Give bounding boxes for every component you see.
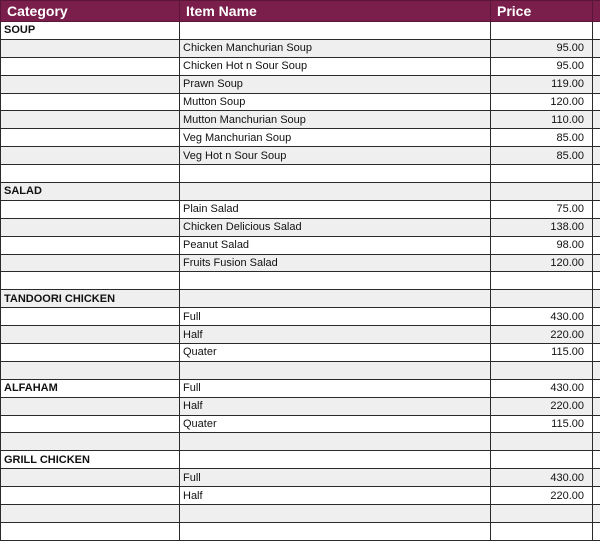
extra-cell (593, 165, 600, 183)
table-row (1, 505, 600, 523)
extra-cell (593, 361, 600, 379)
category-cell (1, 308, 180, 326)
table-row (1, 57, 600, 75)
category-cell (1, 326, 180, 344)
price-cell: 138.00 (491, 218, 593, 236)
item-name-cell: Full (180, 308, 491, 326)
price-cell: 85.00 (491, 147, 593, 165)
item-name-cell: Full (180, 469, 491, 487)
table-row (1, 22, 600, 40)
price-cell (491, 522, 593, 540)
category-header: Category (1, 1, 180, 22)
item-name-cell: Chicken Manchurian Soup (180, 39, 491, 57)
price-cell: 220.00 (491, 397, 593, 415)
price-cell (491, 165, 593, 183)
category-cell (1, 415, 180, 433)
category-cell (1, 487, 180, 505)
table-row (1, 236, 600, 254)
table-row (1, 111, 600, 129)
price-cell: 115.00 (491, 415, 593, 433)
menu-body (1, 22, 600, 541)
extra-cell (593, 505, 600, 523)
price-cell: 110.00 (491, 111, 593, 129)
extra-header (593, 1, 600, 22)
item-name-cell: Veg Hot n Sour Soup (180, 147, 491, 165)
category-cell (1, 129, 180, 147)
category-cell (1, 93, 180, 111)
extra-cell (593, 57, 600, 75)
price-cell (491, 451, 593, 469)
price-cell: 95.00 (491, 57, 593, 75)
category-cell (1, 111, 180, 129)
extra-cell (593, 147, 600, 165)
extra-cell (593, 22, 600, 40)
price-cell (491, 272, 593, 290)
item-name-cell (180, 165, 491, 183)
item-name-cell (180, 451, 491, 469)
price-cell: 430.00 (491, 469, 593, 487)
extra-cell (593, 522, 600, 540)
table-row (1, 200, 600, 218)
table-row (1, 326, 600, 344)
category-cell (1, 522, 180, 540)
category-cell: GRILL CHICKEN (1, 451, 180, 469)
item-name-cell: Half (180, 326, 491, 344)
price-cell: 430.00 (491, 379, 593, 397)
price-cell: 119.00 (491, 75, 593, 93)
extra-cell (593, 236, 600, 254)
extra-cell (593, 415, 600, 433)
category-cell (1, 344, 180, 362)
table-row (1, 75, 600, 93)
price-cell: 220.00 (491, 326, 593, 344)
price-cell (491, 22, 593, 40)
category-cell (1, 39, 180, 57)
extra-cell (593, 93, 600, 111)
header-row (1, 1, 600, 22)
item-name-cell (180, 522, 491, 540)
category-cell: SALAD (1, 183, 180, 201)
price-cell: 98.00 (491, 236, 593, 254)
price-cell (491, 505, 593, 523)
table-row (1, 469, 600, 487)
price-cell (491, 433, 593, 451)
category-cell (1, 469, 180, 487)
table-row (1, 415, 600, 433)
category-cell (1, 254, 180, 272)
table-row (1, 129, 600, 147)
price-cell: 75.00 (491, 200, 593, 218)
table-row (1, 218, 600, 236)
extra-cell (593, 487, 600, 505)
price-cell (491, 183, 593, 201)
item-name-cell: Fruits Fusion Salad (180, 254, 491, 272)
price-cell: 120.00 (491, 93, 593, 111)
item-name-cell (180, 290, 491, 308)
table-row (1, 487, 600, 505)
table-row (1, 39, 600, 57)
price-cell (491, 361, 593, 379)
category-cell (1, 147, 180, 165)
item-name-cell (180, 272, 491, 290)
table-row (1, 272, 600, 290)
item-name-cell: Mutton Manchurian Soup (180, 111, 491, 129)
category-cell (1, 165, 180, 183)
table-row (1, 397, 600, 415)
item-name-cell: Quater (180, 344, 491, 362)
extra-cell (593, 75, 600, 93)
item-name-header: Item Name (180, 1, 491, 22)
price-cell: 430.00 (491, 308, 593, 326)
table-row (1, 290, 600, 308)
price-cell (491, 290, 593, 308)
extra-cell (593, 379, 600, 397)
extra-cell (593, 272, 600, 290)
extra-cell (593, 344, 600, 362)
price-cell: 120.00 (491, 254, 593, 272)
table-row (1, 344, 600, 362)
category-cell (1, 272, 180, 290)
table-row (1, 433, 600, 451)
category-cell (1, 505, 180, 523)
item-name-cell: Peanut Salad (180, 236, 491, 254)
item-name-cell (180, 361, 491, 379)
item-name-cell: Full (180, 379, 491, 397)
table-row (1, 308, 600, 326)
extra-cell (593, 254, 600, 272)
table-row (1, 183, 600, 201)
extra-cell (593, 183, 600, 201)
extra-cell (593, 129, 600, 147)
item-name-cell: Chicken Delicious Salad (180, 218, 491, 236)
extra-cell (593, 469, 600, 487)
extra-cell (593, 326, 600, 344)
table-row (1, 379, 600, 397)
table-row (1, 254, 600, 272)
table-row (1, 451, 600, 469)
extra-cell (593, 308, 600, 326)
table-row (1, 361, 600, 379)
extra-cell (593, 433, 600, 451)
item-name-cell: Quater (180, 415, 491, 433)
item-name-cell: Chicken Hot n Sour Soup (180, 57, 491, 75)
category-cell: TANDOORI CHICKEN (1, 290, 180, 308)
price-cell: 85.00 (491, 129, 593, 147)
table-row (1, 165, 600, 183)
item-name-cell (180, 505, 491, 523)
category-cell (1, 200, 180, 218)
category-cell (1, 361, 180, 379)
extra-cell (593, 397, 600, 415)
table-row (1, 93, 600, 111)
extra-cell (593, 200, 600, 218)
item-name-cell (180, 22, 491, 40)
table-row (1, 147, 600, 165)
category-cell (1, 397, 180, 415)
extra-cell (593, 451, 600, 469)
item-name-cell: Prawn Soup (180, 75, 491, 93)
extra-cell (593, 39, 600, 57)
category-cell (1, 433, 180, 451)
category-cell (1, 236, 180, 254)
item-name-cell: Veg Manchurian Soup (180, 129, 491, 147)
item-name-cell (180, 183, 491, 201)
item-name-cell: Half (180, 487, 491, 505)
price-cell: 220.00 (491, 487, 593, 505)
item-name-cell: Mutton Soup (180, 93, 491, 111)
category-cell: ALFAHAM (1, 379, 180, 397)
extra-cell (593, 290, 600, 308)
extra-cell (593, 218, 600, 236)
item-name-cell (180, 433, 491, 451)
category-cell (1, 57, 180, 75)
item-name-cell: Half (180, 397, 491, 415)
price-header: Price (491, 1, 593, 22)
category-cell: SOUP (1, 22, 180, 40)
category-cell (1, 218, 180, 236)
extra-cell (593, 111, 600, 129)
price-cell: 95.00 (491, 39, 593, 57)
item-name-cell: Plain Salad (180, 200, 491, 218)
table-row (1, 522, 600, 540)
category-cell (1, 75, 180, 93)
price-cell: 115.00 (491, 344, 593, 362)
